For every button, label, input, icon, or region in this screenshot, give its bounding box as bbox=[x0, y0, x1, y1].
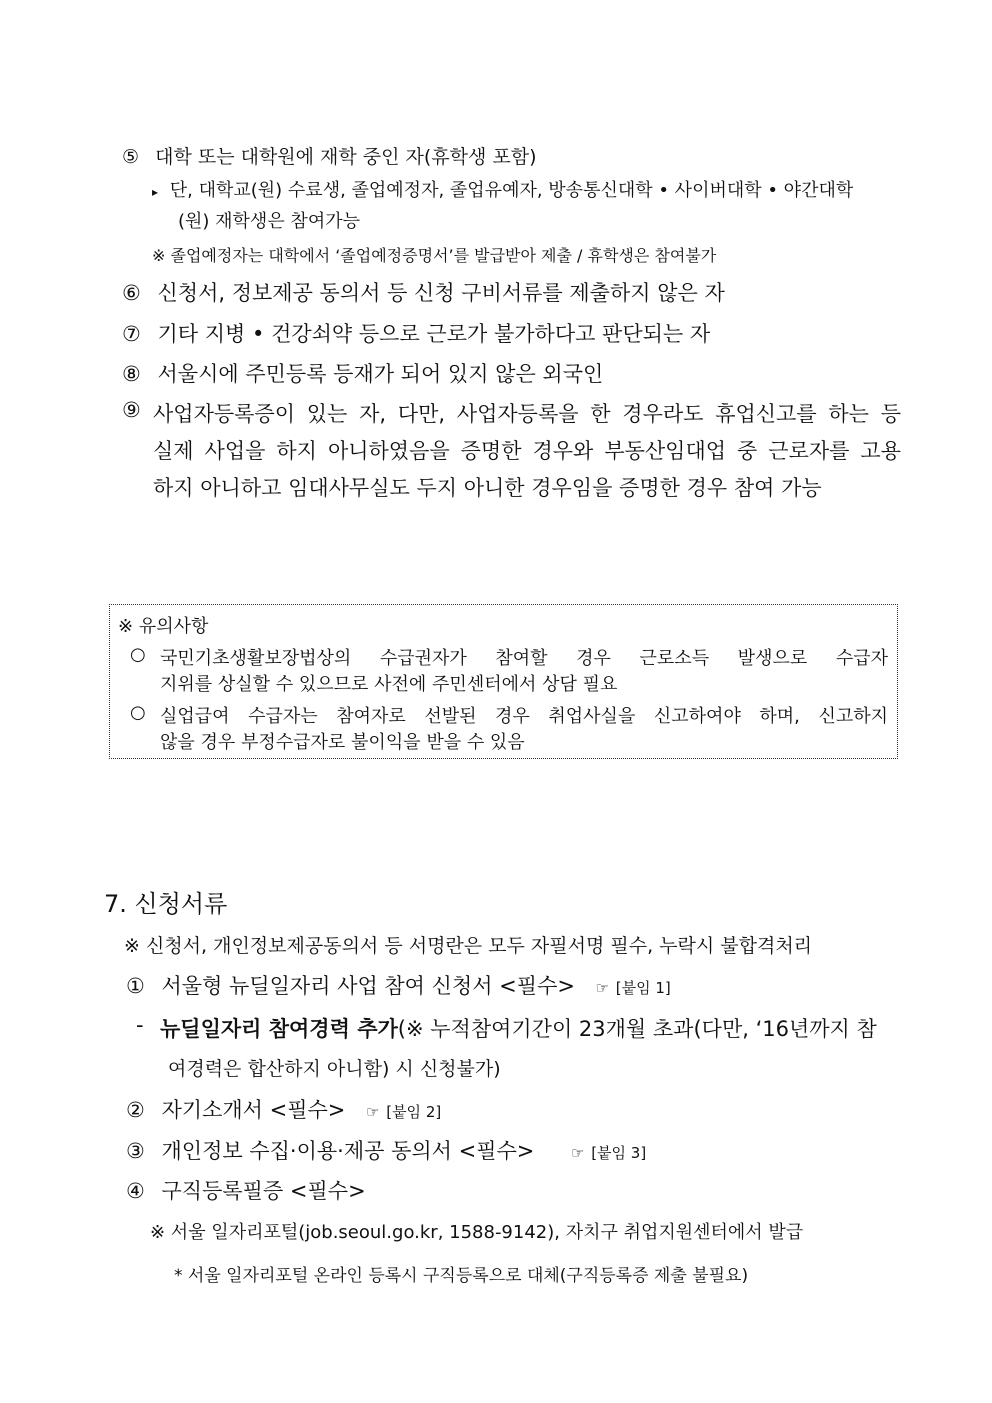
criteria-item-9-line2: 실제 사업을 하지 아니하였음을 증명한 경우와 부동산임대업 중 근로자를 고용 bbox=[153, 439, 901, 463]
document-1-sub-line2: 여경력은 합산하지 아니함) 시 신청불가) bbox=[168, 1058, 501, 1080]
doc-number: ④ bbox=[126, 1179, 145, 1203]
document-4-note: ※ 서울 일자리포털(job.seoul.go.kr, 1588-9142), 자치구 취업지원센터에서 발급 bbox=[150, 1222, 804, 1243]
item-text: 기타 지병 • 건강쇠약 등으로 근로가 불가하다고 판단되는 자 bbox=[157, 322, 711, 346]
criteria-item-9-line3: 하지 아니하고 임대사무실도 두지 아니한 경우임을 증명한 경우 참여 가능 bbox=[153, 476, 822, 500]
notice-bullet-2: ○ bbox=[130, 702, 146, 723]
item-text: 대학 또는 대학원에 재학 중인 자(휴학생 포함) bbox=[155, 146, 537, 168]
doc-number: ③ bbox=[126, 1139, 145, 1163]
notice-title: ※ 유의사항 bbox=[118, 616, 209, 637]
doc-text: 자기소개서 <필수> bbox=[161, 1098, 346, 1122]
document-4 bbox=[126, 1175, 366, 1205]
doc-text: 구직등록필증 <필수> bbox=[161, 1179, 366, 1203]
criteria-item-6 bbox=[122, 277, 725, 307]
doc-text: 서울형 뉴딜일자리 사업 참여 신청서 <필수> bbox=[161, 974, 575, 998]
pointing-hand-icon: ☞ bbox=[595, 979, 610, 997]
item-number: ⑦ bbox=[122, 322, 141, 346]
sub-text: 단, 대학교(원) 수료생, 졸업예정자, 졸업유예자, 방송통신대학 • 사이버대학 • 야간대학 bbox=[169, 180, 854, 201]
doc-reference: [붙임 3] bbox=[591, 1144, 647, 1162]
item-number: ⑧ bbox=[122, 362, 141, 386]
doc-number: ② bbox=[126, 1098, 145, 1122]
notice-item-1-line1: 국민기초생활보장법상의 수급권자가 참여할 경우 근로소득 발생으로 수급자 bbox=[160, 648, 888, 669]
notice-item-1-line2: 지위를 상실할 수 있으므로 사전에 주민센터에서 상담 필요 bbox=[160, 674, 618, 695]
document-2 bbox=[126, 1094, 441, 1124]
item-number: ⑤ bbox=[122, 146, 140, 168]
sub-rest-text: (※ 누적참여기간이 23개월 초과(다만, ‘16년까지 참 bbox=[397, 1017, 877, 1041]
document-1-sub-dash: - bbox=[136, 1013, 144, 1037]
document-4-sub-note: * 서울 일자리포털 온라인 등록시 구직등록으로 대체(구직등록증 제출 불필요) bbox=[174, 1266, 749, 1286]
document-3 bbox=[126, 1135, 646, 1165]
notice-bullet-1: ○ bbox=[130, 644, 146, 665]
doc-text: 개인정보 수집·이용·제공 동의서 <필수> bbox=[161, 1139, 535, 1163]
item-text: 신청서, 정보제공 동의서 등 신청 구비서류를 제출하지 않은 자 bbox=[157, 281, 725, 305]
section-note: ※ 신청서, 개인정보제공동의서 등 서명란은 모두 자필서명 필수, 누락시 불합격처리 bbox=[124, 935, 813, 957]
criteria-item-8 bbox=[122, 358, 603, 388]
item-text: 서울시에 주민등록 등재가 되어 있지 않은 외국인 bbox=[157, 362, 604, 386]
document-1-sub-line1 bbox=[160, 1013, 900, 1043]
criteria-item-9-number: ⑨ bbox=[122, 398, 141, 422]
item-number: ⑥ bbox=[122, 281, 141, 305]
criteria-item-5-note: ※ 졸업예정자는 대학에서 ‘졸업예정증명서’를 발급받아 제출 / 휴학생은 참여불가 bbox=[152, 246, 717, 265]
doc-number: ① bbox=[126, 974, 145, 998]
criteria-item-7 bbox=[122, 318, 710, 348]
criteria-item-5-sub bbox=[152, 176, 853, 202]
document-1 bbox=[126, 970, 671, 1000]
doc-reference: [붙임 1] bbox=[615, 979, 671, 997]
criteria-item-5 bbox=[122, 142, 537, 169]
criteria-item-5-sub-line2: (원) 재학생은 참여가능 bbox=[178, 211, 360, 232]
sub-bold-text: 뉴딜일자리 참여경력 추가 bbox=[160, 1017, 398, 1041]
pointing-hand-icon: ☞ bbox=[571, 1144, 585, 1162]
section-heading: 7. 신청서류 bbox=[104, 890, 228, 918]
triangle-bullet-icon: ▸ bbox=[152, 185, 159, 199]
notice-item-2-line1: 실업급여 수급자는 참여자로 선발된 경우 취업사실을 신고하여야 하며, 신고하지 bbox=[160, 706, 888, 727]
pointing-hand-icon: ☞ bbox=[366, 1103, 380, 1121]
notice-item-2-line2: 않을 경우 부정수급자로 불이익을 받을 수 있음 bbox=[160, 732, 525, 753]
doc-reference: [붙임 2] bbox=[386, 1103, 442, 1121]
criteria-item-9-line1: 사업자등록증이 있는 자, 다만, 사업자등록을 한 경우라도 휴업신고를 하는 등 bbox=[153, 402, 901, 426]
